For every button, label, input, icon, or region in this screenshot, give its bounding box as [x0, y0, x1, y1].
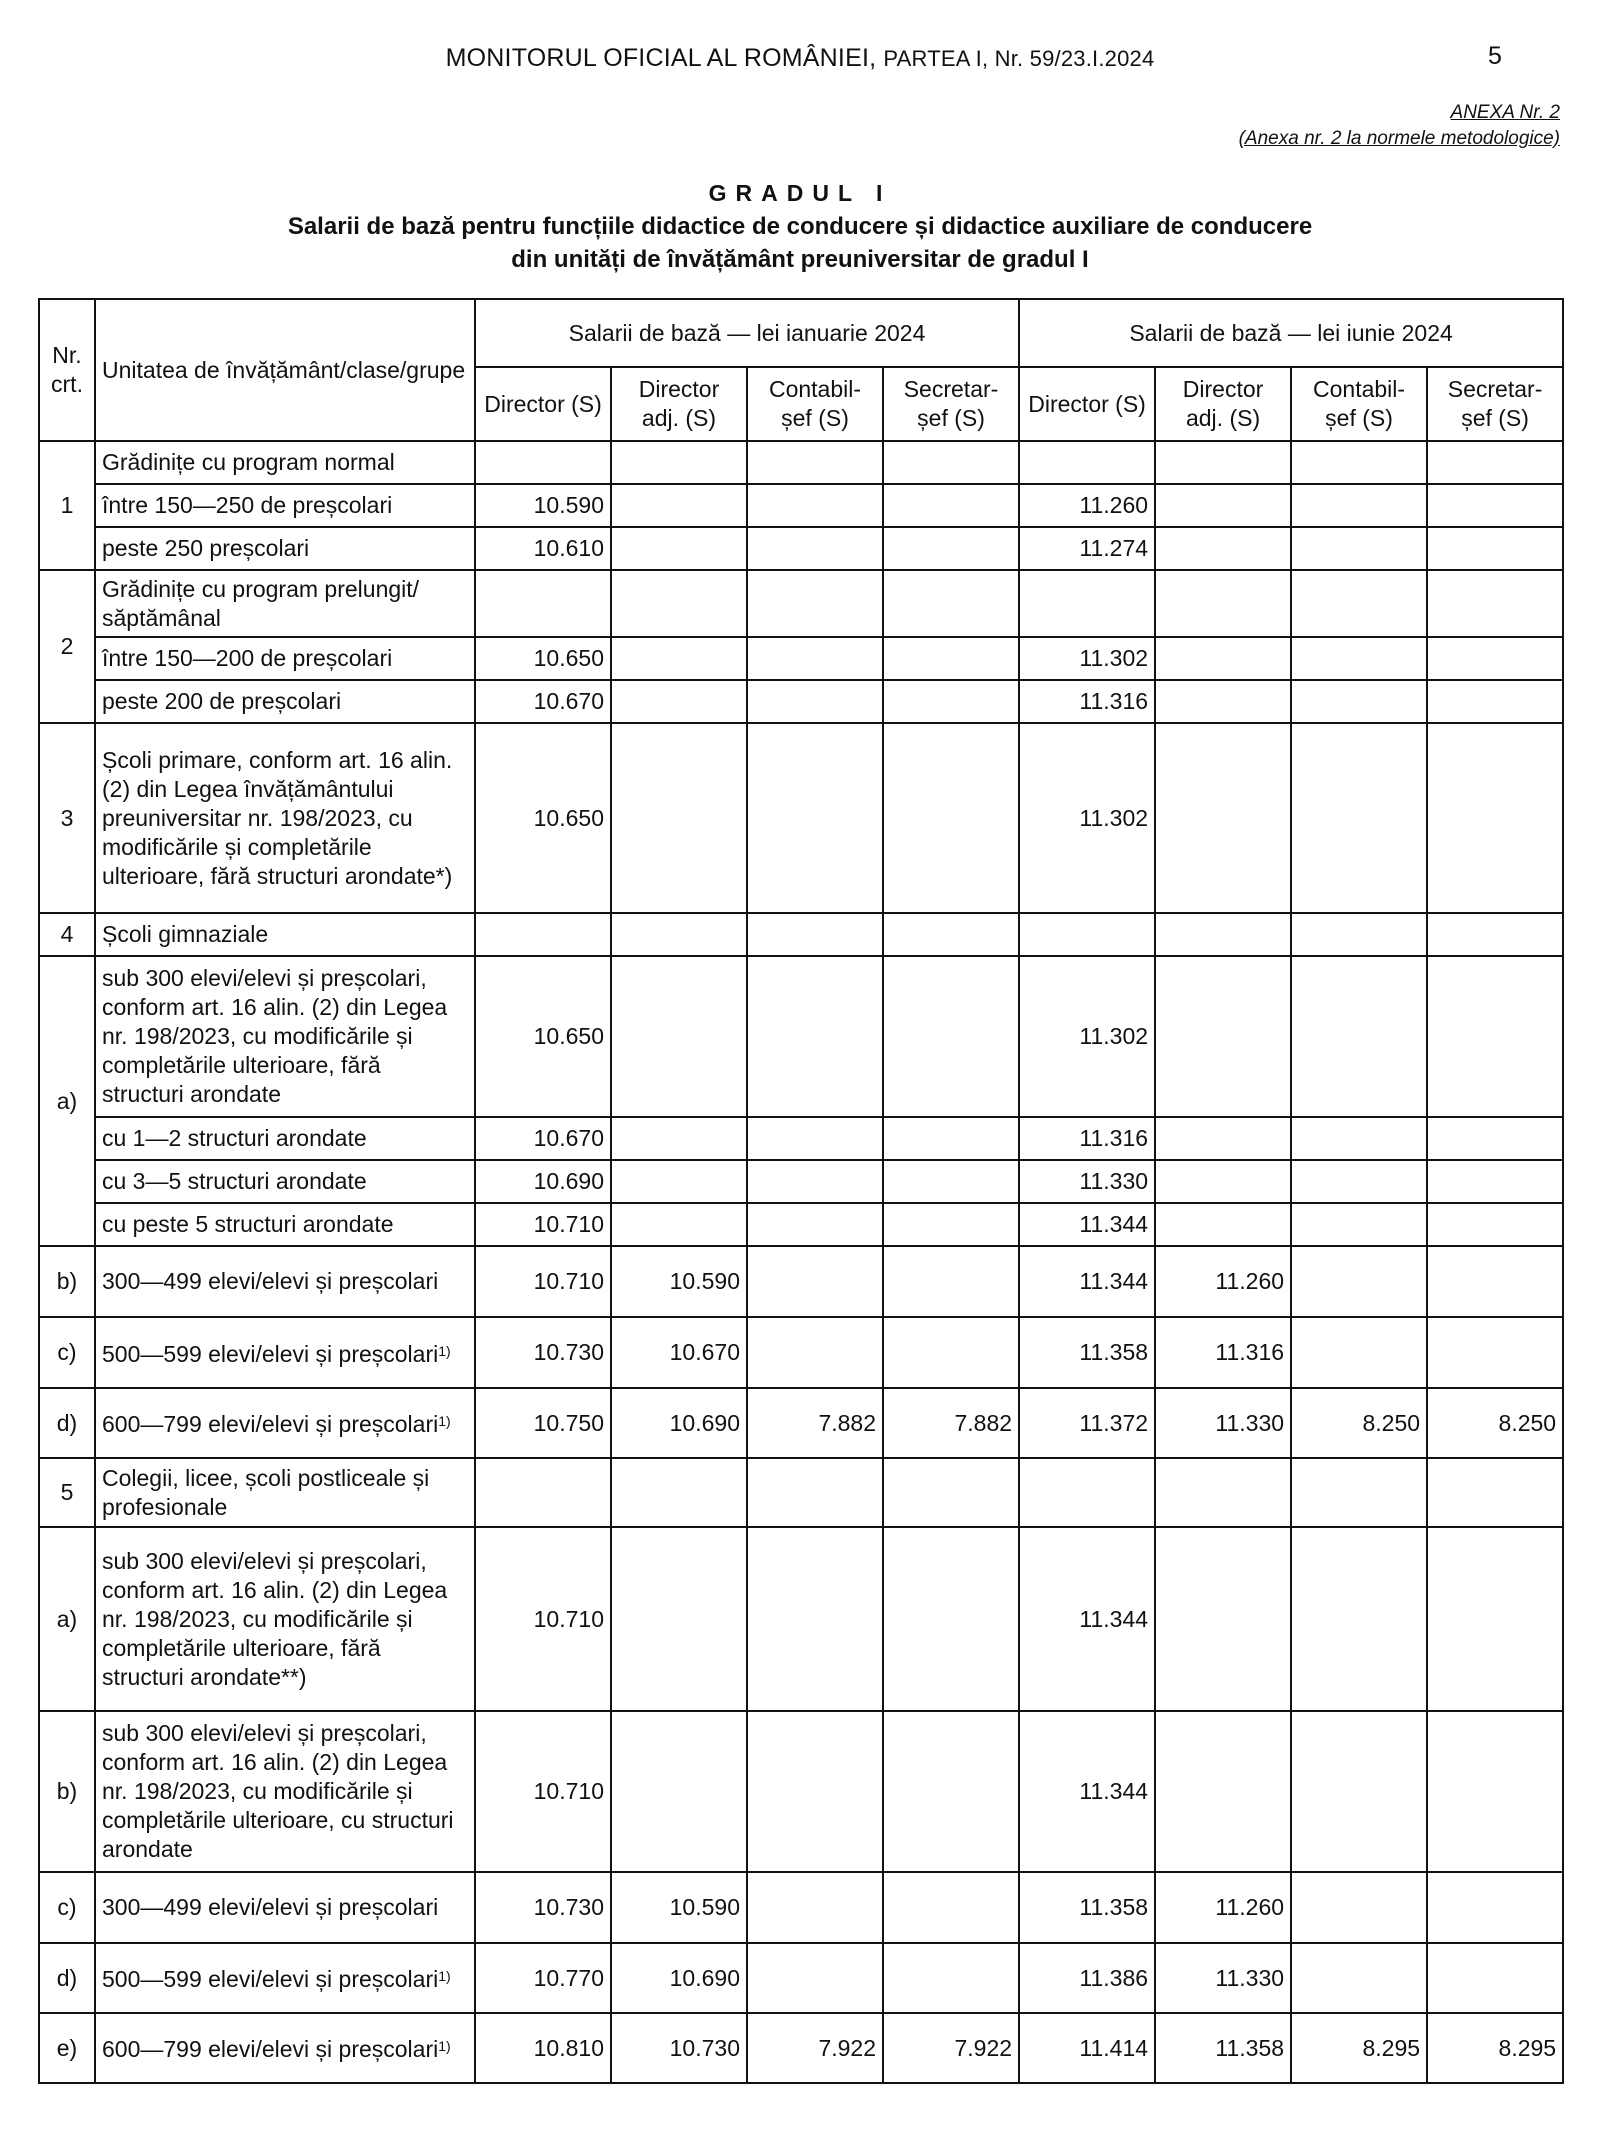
salary-cell-secretar-sef-jun	[1427, 484, 1563, 527]
table-row	[39, 1458, 1563, 1527]
salary-cell-secretar-sef-jan: 7.922	[883, 2013, 1019, 2083]
row-number-cell: 2	[39, 570, 95, 723]
unit-cell	[95, 1117, 475, 1160]
salary-cell-secretar-sef-jun	[1427, 1711, 1563, 1872]
salary-cell-director-jun: 11.302	[1019, 637, 1155, 680]
gazette-header	[0, 44, 1600, 73]
salary-cell-contabil-sef-jun	[1291, 527, 1427, 570]
unit-cell	[95, 1203, 475, 1246]
unit-text: Școli gimnaziale	[102, 921, 269, 947]
annex-reference	[1239, 100, 1560, 152]
header-director-adj-jan: Director adj. (S)	[611, 367, 747, 441]
unit-cell	[95, 680, 475, 723]
salary-cell-secretar-sef-jun	[1427, 1527, 1563, 1711]
table-title-line2: din unități de învățământ preuniversitar de gradul I	[511, 246, 1089, 273]
salary-cell-contabil-sef-jan	[747, 1711, 883, 1872]
unit-cell	[95, 1458, 475, 1527]
unit-cell	[95, 1872, 475, 1943]
salary-cell-contabil-sef-jan	[747, 1203, 883, 1246]
salary-cell-secretar-sef-jan: 7.882	[883, 1388, 1019, 1458]
salary-cell-secretar-sef-jan	[883, 484, 1019, 527]
salary-cell-director-jan: 10.810	[475, 2013, 611, 2083]
grade-heading: GRADUL I	[708, 180, 892, 206]
unit-cell	[95, 1160, 475, 1203]
salary-cell-director-jan: 10.710	[475, 1203, 611, 1246]
salary-cell-secretar-sef-jan	[883, 1117, 1019, 1160]
salary-cell-contabil-sef-jun	[1291, 1203, 1427, 1246]
table-row	[39, 1872, 1563, 1943]
salary-cell-director-jan: 10.610	[475, 527, 611, 570]
salary-cell-secretar-sef-jan	[883, 956, 1019, 1117]
salary-cell-director-adj-jun	[1155, 637, 1291, 680]
salary-cell-secretar-sef-jan	[883, 570, 1019, 637]
gazette-part: PARTEA I, Nr. 59/23.I.2024	[883, 46, 1155, 71]
salary-cell-director-jun: 11.344	[1019, 1203, 1155, 1246]
salary-cell-director-adj-jun	[1155, 1711, 1291, 1872]
salary-cell-director-adj-jan	[611, 1117, 747, 1160]
salary-cell-secretar-sef-jun	[1427, 1117, 1563, 1160]
header-contabil-sef-jun: Contabil-șef (S)	[1291, 367, 1427, 441]
table-row	[39, 1388, 1563, 1458]
salary-cell-director-adj-jun	[1155, 441, 1291, 484]
salary-cell-director-adj-jun: 11.330	[1155, 1388, 1291, 1458]
salary-cell-secretar-sef-jan	[883, 1527, 1019, 1711]
unit-text: Colegii, licee, școli postliceale și profesionale	[102, 1464, 430, 1520]
salary-cell-director-adj-jun: 11.316	[1155, 1317, 1291, 1388]
salary-cell-contabil-sef-jun	[1291, 680, 1427, 723]
salary-cell-director-jun	[1019, 1458, 1155, 1527]
salary-cell-secretar-sef-jan	[883, 637, 1019, 680]
salary-cell-director-jun	[1019, 570, 1155, 637]
row-number-cell: a)	[39, 1527, 95, 1711]
salary-cell-contabil-sef-jan	[747, 680, 883, 723]
salary-cell-director-jan: 10.650	[475, 956, 611, 1117]
salary-cell-director-adj-jan	[611, 1458, 747, 1527]
salary-cell-director-jan: 10.750	[475, 1388, 611, 1458]
salary-cell-director-jun: 11.330	[1019, 1160, 1155, 1203]
salary-cell-secretar-sef-jun: 8.295	[1427, 2013, 1563, 2083]
header-director-jan: Director (S)	[475, 367, 611, 441]
salary-cell-secretar-sef-jun	[1427, 441, 1563, 484]
salary-cell-director-adj-jan	[611, 913, 747, 956]
table-row	[39, 1527, 1563, 1711]
salary-cell-director-adj-jun: 11.358	[1155, 2013, 1291, 2083]
salary-cell-director-adj-jun	[1155, 1117, 1291, 1160]
footnote-mark: 1)	[438, 1413, 451, 1429]
salary-cell-contabil-sef-jan	[747, 1458, 883, 1527]
table-row	[39, 637, 1563, 680]
salary-cell-contabil-sef-jun: 8.250	[1291, 1388, 1427, 1458]
row-number-cell: 5	[39, 1458, 95, 1527]
salary-cell-director-jun: 11.372	[1019, 1388, 1155, 1458]
salary-cell-secretar-sef-jan	[883, 527, 1019, 570]
salary-cell-secretar-sef-jan	[883, 1711, 1019, 1872]
salary-cell-director-adj-jun	[1155, 956, 1291, 1117]
salary-cell-contabil-sef-jan	[747, 484, 883, 527]
salary-cell-director-jan: 10.770	[475, 1943, 611, 2013]
unit-text: 300—499 elevi/elevi și preșcolari	[102, 1268, 439, 1294]
salary-cell-director-jun: 11.358	[1019, 1317, 1155, 1388]
header-nr-crt: Nr. crt.	[39, 299, 95, 441]
salary-cell-director-adj-jun: 11.260	[1155, 1246, 1291, 1317]
gazette-title: MONITORUL OFICIAL AL ROMÂNIEI,	[445, 44, 877, 72]
salary-cell-contabil-sef-jun	[1291, 913, 1427, 956]
unit-text: sub 300 elevi/elevi și preșcolari, conform art. 16 alin. (2) din Legea nr. 198/2023, cu modificările și completările ulterioare, fără structuri arondate**)	[102, 1547, 448, 1690]
salary-cell-secretar-sef-jan	[883, 1246, 1019, 1317]
unit-text: sub 300 elevi/elevi și preșcolari, conform art. 16 alin. (2) din Legea nr. 198/2023, cu modificările și completările ulterioare, fără structuri arondate	[102, 965, 448, 1107]
table-row	[39, 723, 1563, 913]
unit-text: Grădinițe cu program prelungit/ săptămânal	[102, 575, 420, 631]
salary-cell-contabil-sef-jan	[747, 1527, 883, 1711]
unit-cell	[95, 723, 475, 913]
table-row	[39, 441, 1563, 484]
unit-cell	[95, 1317, 475, 1388]
salary-cell-director-jun: 11.302	[1019, 956, 1155, 1117]
salary-cell-secretar-sef-jan	[883, 680, 1019, 723]
salary-cell-director-adj-jun	[1155, 1458, 1291, 1527]
salary-cell-contabil-sef-jan	[747, 956, 883, 1117]
unit-cell	[95, 1943, 475, 2013]
salary-cell-contabil-sef-jun	[1291, 570, 1427, 637]
salary-cell-director-jan: 10.590	[475, 484, 611, 527]
unit-text: 500—599 elevi/elevi și preșcolari	[102, 1966, 439, 1992]
salary-cell-director-jan: 10.650	[475, 637, 611, 680]
salary-cell-director-adj-jun	[1155, 680, 1291, 723]
salary-cell-contabil-sef-jan	[747, 1317, 883, 1388]
table-title-line1: Salarii de bază pentru funcțiile didactice de conducere și didactice auxiliare de conducere	[287, 213, 1313, 240]
salary-cell-director-jan	[475, 913, 611, 956]
salary-cell-contabil-sef-jun	[1291, 484, 1427, 527]
salary-cell-director-jan: 10.710	[475, 1527, 611, 1711]
unit-text: cu 1—2 structuri arondate	[102, 1125, 367, 1151]
unit-text: cu 3—5 structuri arondate	[102, 1168, 367, 1194]
salary-cell-secretar-sef-jun	[1427, 723, 1563, 913]
salary-cell-secretar-sef-jan	[883, 1458, 1019, 1527]
salary-cell-director-adj-jan: 10.670	[611, 1317, 747, 1388]
salary-cell-director-adj-jan: 10.690	[611, 1943, 747, 2013]
table-row	[39, 1711, 1563, 1872]
salary-cell-contabil-sef-jun	[1291, 1872, 1427, 1943]
salary-cell-director-jun	[1019, 441, 1155, 484]
row-number-cell: a)	[39, 956, 95, 1246]
table-row	[39, 956, 1563, 1117]
unit-cell	[95, 1711, 475, 1872]
salary-cell-contabil-sef-jun	[1291, 723, 1427, 913]
unit-cell	[95, 1388, 475, 1458]
row-number-cell: 1	[39, 441, 95, 570]
salary-cell-secretar-sef-jun	[1427, 1203, 1563, 1246]
row-number-cell: d)	[39, 1943, 95, 2013]
salary-cell-contabil-sef-jun	[1291, 1527, 1427, 1711]
unit-text: între 150—200 de preșcolari	[102, 645, 393, 671]
header-director-jun: Director (S)	[1019, 367, 1155, 441]
salary-cell-director-adj-jan	[611, 484, 747, 527]
salary-cell-director-jan: 10.730	[475, 1872, 611, 1943]
annex-label: ANEXA Nr. 2	[1450, 102, 1560, 123]
salary-cell-director-adj-jan: 10.730	[611, 2013, 747, 2083]
salary-cell-contabil-sef-jan	[747, 637, 883, 680]
salary-cell-secretar-sef-jan	[883, 1160, 1019, 1203]
salary-cell-director-jan	[475, 570, 611, 637]
salary-cell-secretar-sef-jan	[883, 441, 1019, 484]
salary-cell-director-jun: 11.316	[1019, 680, 1155, 723]
row-number-cell: 4	[39, 913, 95, 956]
salary-cell-contabil-sef-jun	[1291, 1246, 1427, 1317]
row-number-cell: b)	[39, 1711, 95, 1872]
salary-cell-contabil-sef-jan	[747, 1246, 883, 1317]
salary-cell-secretar-sef-jan	[883, 1203, 1019, 1246]
row-number-cell: d)	[39, 1388, 95, 1458]
unit-cell	[95, 956, 475, 1117]
salary-cell-secretar-sef-jan	[883, 913, 1019, 956]
salary-table	[38, 298, 1564, 2084]
page-number: 5	[1488, 42, 1502, 70]
salary-cell-director-adj-jan	[611, 1203, 747, 1246]
salary-cell-director-adj-jan: 10.690	[611, 1388, 747, 1458]
salary-cell-director-adj-jun	[1155, 1160, 1291, 1203]
salary-cell-director-jun: 11.358	[1019, 1872, 1155, 1943]
unit-text: 300—499 elevi/elevi și preșcolari	[102, 1894, 439, 1920]
table-row	[39, 1317, 1563, 1388]
table-row	[39, 484, 1563, 527]
table-row	[39, 1246, 1563, 1317]
salary-cell-director-adj-jan	[611, 570, 747, 637]
salary-cell-director-adj-jan: 10.590	[611, 1246, 747, 1317]
salary-cell-director-adj-jun	[1155, 484, 1291, 527]
salary-cell-secretar-sef-jan	[883, 723, 1019, 913]
salary-cell-secretar-sef-jan	[883, 1943, 1019, 2013]
salary-cell-contabil-sef-jan	[747, 1872, 883, 1943]
row-number-cell: c)	[39, 1872, 95, 1943]
salary-cell-director-jun: 11.344	[1019, 1711, 1155, 1872]
salary-cell-director-adj-jun	[1155, 913, 1291, 956]
salary-cell-director-adj-jun	[1155, 723, 1291, 913]
unit-text: sub 300 elevi/elevi și preșcolari, conform art. 16 alin. (2) din Legea nr. 198/2023, cu modificările și completările ulterioare, cu structuri arondate	[102, 1720, 454, 1862]
salary-cell-contabil-sef-jun	[1291, 1458, 1427, 1527]
table-row	[39, 1117, 1563, 1160]
row-number-cell: b)	[39, 1246, 95, 1317]
salary-cell-director-adj-jun	[1155, 570, 1291, 637]
salary-cell-director-jun: 11.302	[1019, 723, 1155, 913]
salary-cell-director-jun: 11.414	[1019, 2013, 1155, 2083]
salary-cell-director-adj-jan	[611, 1160, 747, 1203]
salary-cell-secretar-sef-jan	[883, 1317, 1019, 1388]
row-number-cell: 3	[39, 723, 95, 913]
salary-cell-director-adj-jun	[1155, 527, 1291, 570]
unit-text: 600—799 elevi/elevi și preșcolari	[102, 2036, 439, 2062]
salary-cell-director-adj-jun: 11.260	[1155, 1872, 1291, 1943]
salary-cell-contabil-sef-jun	[1291, 441, 1427, 484]
salary-cell-secretar-sef-jun	[1427, 1943, 1563, 2013]
salary-cell-contabil-sef-jan: 7.882	[747, 1388, 883, 1458]
unit-cell	[95, 441, 475, 484]
annex-ref: (Anexa nr. 2 la normele metodologice)	[1238, 128, 1560, 149]
table-row	[39, 1943, 1563, 2013]
unit-text: 600—799 elevi/elevi și preșcolari	[102, 1411, 439, 1437]
unit-cell	[95, 570, 475, 637]
unit-text: Școli primare, conform art. 16 alin. (2) din Legea învățământului preuniversitar nr. 198/2023, cu modificările și completările ulterioare, fără structuri arondate*)	[102, 746, 453, 889]
salary-cell-director-jun: 11.260	[1019, 484, 1155, 527]
salary-cell-director-adj-jun: 11.330	[1155, 1943, 1291, 2013]
salary-cell-director-jun: 11.344	[1019, 1246, 1155, 1317]
salary-cell-contabil-sef-jun	[1291, 1711, 1427, 1872]
salary-cell-contabil-sef-jun	[1291, 1943, 1427, 2013]
salary-cell-contabil-sef-jan	[747, 723, 883, 913]
salary-cell-secretar-sef-jun	[1427, 1160, 1563, 1203]
table-row	[39, 570, 1563, 637]
salary-cell-director-jan: 10.730	[475, 1317, 611, 1388]
salary-cell-contabil-sef-jun	[1291, 1117, 1427, 1160]
salary-cell-director-adj-jan	[611, 723, 747, 913]
salary-cell-contabil-sef-jun: 8.295	[1291, 2013, 1427, 2083]
salary-cell-director-adj-jan	[611, 956, 747, 1117]
row-number-cell: c)	[39, 1317, 95, 1388]
salary-cell-director-jan: 10.670	[475, 680, 611, 723]
unit-text: peste 250 preșcolari	[102, 535, 310, 561]
unit-cell	[95, 1246, 475, 1317]
table-row	[39, 1203, 1563, 1246]
header-director-adj-jun: Director adj. (S)	[1155, 367, 1291, 441]
salary-cell-secretar-sef-jun	[1427, 570, 1563, 637]
unit-text: 500—599 elevi/elevi și preșcolari	[102, 1340, 439, 1367]
salary-cell-director-adj-jun	[1155, 1203, 1291, 1246]
salary-cell-secretar-sef-jun	[1427, 637, 1563, 680]
salary-cell-director-adj-jun	[1155, 1527, 1291, 1711]
salary-cell-director-jun: 11.274	[1019, 527, 1155, 570]
salary-cell-contabil-sef-jan	[747, 1117, 883, 1160]
salary-cell-director-jan	[475, 1458, 611, 1527]
salary-cell-director-adj-jan: 10.590	[611, 1872, 747, 1943]
salary-cell-contabil-sef-jan	[747, 441, 883, 484]
salary-cell-contabil-sef-jan	[747, 913, 883, 956]
salary-cell-secretar-sef-jun	[1427, 956, 1563, 1117]
unit-cell	[95, 913, 475, 956]
salary-cell-contabil-sef-jun	[1291, 1317, 1427, 1388]
unit-cell	[95, 484, 475, 527]
salary-cell-secretar-sef-jun	[1427, 680, 1563, 723]
salary-cell-secretar-sef-jun	[1427, 527, 1563, 570]
salary-cell-director-adj-jan	[611, 527, 747, 570]
table-row	[39, 527, 1563, 570]
row-number-cell: e)	[39, 2013, 95, 2083]
unit-text: Grădinițe cu program normal	[102, 449, 395, 475]
salary-cell-contabil-sef-jun	[1291, 637, 1427, 680]
header-secretar-sef-jun: Secretar-șef (S)	[1427, 367, 1563, 441]
table-row	[39, 680, 1563, 723]
salary-cell-director-jan: 10.690	[475, 1160, 611, 1203]
salary-cell-contabil-sef-jun	[1291, 956, 1427, 1117]
salary-cell-director-jan: 10.710	[475, 1246, 611, 1317]
salary-cell-contabil-sef-jan	[747, 570, 883, 637]
unit-cell	[95, 1527, 475, 1711]
salary-cell-secretar-sef-jun	[1427, 1458, 1563, 1527]
salary-cell-director-jun: 11.386	[1019, 1943, 1155, 2013]
salary-cell-director-jun	[1019, 913, 1155, 956]
header-unit: Unitatea de învățământ/clase/grupe	[95, 299, 475, 441]
salary-cell-director-jun: 11.316	[1019, 1117, 1155, 1160]
salary-cell-secretar-sef-jun	[1427, 1872, 1563, 1943]
salary-cell-director-adj-jan	[611, 1711, 747, 1872]
footnote-mark: 1)	[438, 1342, 451, 1359]
table-row	[39, 2013, 1563, 2083]
unit-text: cu peste 5 structuri arondate	[102, 1211, 394, 1237]
salary-cell-director-jan: 10.710	[475, 1711, 611, 1872]
salary-cell-director-adj-jan	[611, 1527, 747, 1711]
salary-cell-contabil-sef-jun	[1291, 1160, 1427, 1203]
salary-cell-director-adj-jan	[611, 441, 747, 484]
salary-cell-director-jan: 10.650	[475, 723, 611, 913]
salary-cell-secretar-sef-jun	[1427, 1246, 1563, 1317]
salary-cell-director-jun: 11.344	[1019, 1527, 1155, 1711]
salary-cell-contabil-sef-jan	[747, 527, 883, 570]
salary-cell-secretar-sef-jun	[1427, 1317, 1563, 1388]
salary-cell-secretar-sef-jan	[883, 1872, 1019, 1943]
salary-cell-director-adj-jan	[611, 680, 747, 723]
unit-text: între 150—250 de preșcolari	[102, 492, 393, 518]
footnote-mark: 1)	[438, 2038, 451, 2054]
unit-text: peste 200 de preșcolari	[102, 688, 342, 714]
table-row	[39, 1160, 1563, 1203]
salary-cell-contabil-sef-jan	[747, 1160, 883, 1203]
salary-cell-secretar-sef-jun	[1427, 913, 1563, 956]
unit-cell	[95, 2013, 475, 2083]
header-contabil-sef-jan: Contabil-șef (S)	[747, 367, 883, 441]
salary-cell-contabil-sef-jan	[747, 1943, 883, 2013]
table-title	[0, 210, 1600, 276]
header-group-january: Salarii de bază — lei ianuarie 2024	[475, 299, 1019, 367]
salary-cell-director-jan	[475, 441, 611, 484]
salary-cell-contabil-sef-jan: 7.922	[747, 2013, 883, 2083]
unit-cell	[95, 637, 475, 680]
unit-cell	[95, 527, 475, 570]
footnote-mark: 1)	[438, 1968, 451, 1984]
salary-cell-director-jan: 10.670	[475, 1117, 611, 1160]
salary-cell-secretar-sef-jun: 8.250	[1427, 1388, 1563, 1458]
table-row	[39, 913, 1563, 956]
salary-cell-director-adj-jan	[611, 637, 747, 680]
header-group-june: Salarii de bază — lei iunie 2024	[1019, 299, 1563, 367]
header-secretar-sef-jan: Secretar-șef (S)	[883, 367, 1019, 441]
